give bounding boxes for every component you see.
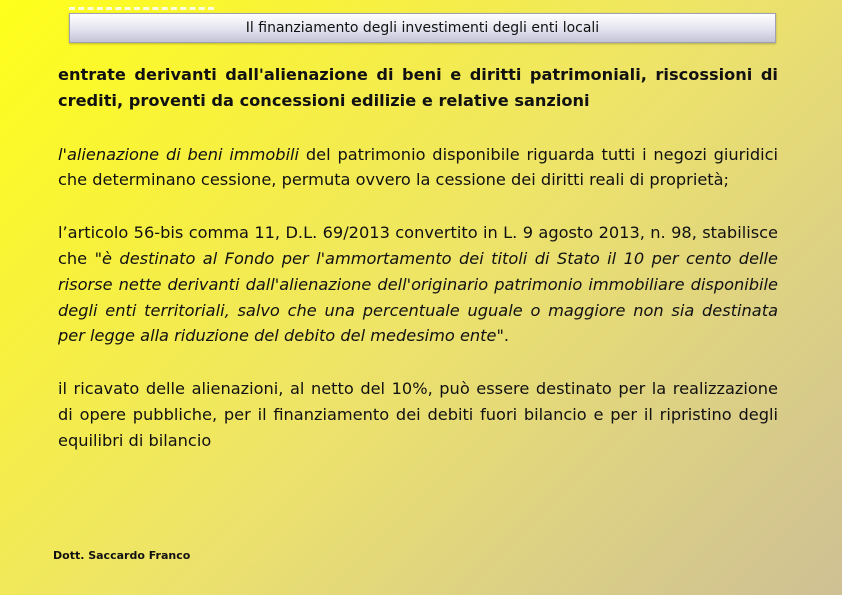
slide-content xyxy=(58,62,778,454)
paragraph-alienazione xyxy=(58,142,778,194)
title-bar xyxy=(69,13,776,43)
paragraph-alienazione-text: del patrimonio disponibile riguarda tutti i negozi giuridici che determinano cessione, permuta ovvero la cessione dei diritti reali di proprietà; xyxy=(58,144,778,190)
paragraph-articolo-lead: l’articolo 56-bis comma 11, D.L. 69/2013 convertito in L. 9 agosto 2013, n. 98, stabilisce che " xyxy=(58,223,778,268)
paragraph-articolo xyxy=(58,220,778,349)
paragraph-entrate: entrate derivanti dall'alienazione di beni e diritti patrimoniali, riscossioni di crediti, proventi da concessioni edilizie e relative sanzioni xyxy=(58,65,778,110)
paragraph-articolo-quote: è destinato al Fondo per l'ammortamento dei titoli di Stato il 10 per cento delle risorse nette derivanti dall'alienazione dell'originario patrimonio immobiliare disponibile degli enti territoriali, salvo che una percentuale uguale o maggiore non sia destinata per legge alla riduzione del debito del medesimo ente xyxy=(58,248,778,346)
author-footer: Dott. Saccardo Franco xyxy=(53,549,191,562)
paragraph-alienazione-italic: l'alienazione di beni immobili xyxy=(58,144,300,164)
paragraph-ricavato: il ricavato delle alienazioni, al netto del 10%, può essere destinato per la realizzazione di opere pubbliche, per il finanziamento dei debiti fuori bilancio e per il ripristino degli equilibri di bilancio xyxy=(58,379,778,450)
paragraph-articolo-tail: ". xyxy=(496,326,510,346)
page-title: Il finanziamento degli investimenti degli enti locali xyxy=(245,20,600,36)
